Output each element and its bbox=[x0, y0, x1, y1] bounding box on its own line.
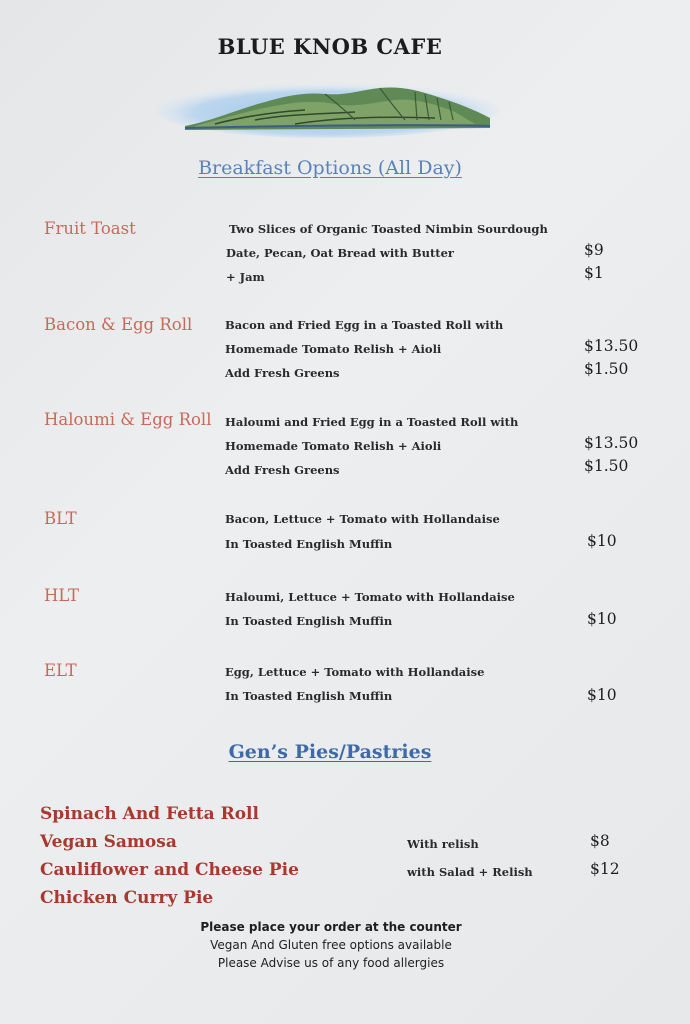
pastry-item: Spinach And Fetta Roll bbox=[40, 804, 259, 824]
item-desc-line: + Jam bbox=[226, 270, 265, 284]
item-price: $1.50 bbox=[584, 457, 629, 475]
item-name-hlt: HLT bbox=[44, 586, 80, 605]
item-desc-line: Date, Pecan, Oat Bread with Butter bbox=[226, 246, 454, 260]
pastry-option-price: $12 bbox=[590, 860, 620, 878]
pastry-item: Cauliflower and Cheese Pie bbox=[40, 860, 299, 880]
item-desc-line: Haloumi and Fried Egg in a Toasted Roll with bbox=[225, 415, 519, 429]
pastry-option-label: With relish bbox=[407, 837, 479, 851]
item-desc-line: Bacon and Fried Egg in a Toasted Roll with bbox=[225, 318, 504, 332]
item-price: $1.50 bbox=[584, 360, 629, 378]
item-desc-line: In Toasted English Muffin bbox=[225, 689, 393, 703]
item-desc-line: Homemade Tomato Relish + Aioli bbox=[225, 439, 442, 453]
item-price: $10 bbox=[587, 686, 617, 704]
item-name-blt: BLT bbox=[44, 509, 77, 528]
item-price: $10 bbox=[587, 610, 617, 628]
pastry-item: Chicken Curry Pie bbox=[40, 888, 214, 908]
item-price: $10 bbox=[587, 532, 617, 550]
item-name-fruit-toast: Fruit Toast bbox=[44, 219, 136, 238]
item-price: $13.50 bbox=[584, 337, 639, 355]
footer-order-note: Please place your order at the counter bbox=[200, 920, 462, 934]
item-price: $1 bbox=[584, 264, 604, 282]
item-desc-line: Homemade Tomato Relish + Aioli bbox=[225, 342, 442, 356]
item-desc-line: Egg, Lettuce + Tomato with Hollandaise bbox=[225, 665, 485, 679]
item-price: $9 bbox=[584, 241, 604, 259]
item-name-haloumi-egg-roll: Haloumi & Egg Roll bbox=[44, 410, 212, 429]
item-desc-line: Add Fresh Greens bbox=[225, 366, 340, 380]
pastries-heading: Gen’s Pies/Pastries bbox=[228, 741, 432, 763]
item-desc-line: In Toasted English Muffin bbox=[225, 537, 393, 551]
pastry-option-price: $8 bbox=[590, 832, 610, 850]
item-price: $13.50 bbox=[584, 434, 639, 452]
cafe-title: BLUE KNOB CAFE bbox=[217, 34, 443, 59]
item-name-elt: ELT bbox=[44, 661, 77, 680]
item-desc-line: In Toasted English Muffin bbox=[225, 614, 393, 628]
item-name-bacon-egg-roll: Bacon & Egg Roll bbox=[44, 315, 193, 334]
pastry-item: Vegan Samosa bbox=[40, 832, 177, 852]
footer-dietary-note: Vegan And Gluten free options available bbox=[210, 938, 452, 952]
pastry-option-label: with Salad + Relish bbox=[407, 865, 533, 879]
item-desc-line: Haloumi, Lettuce + Tomato with Hollandaise bbox=[225, 590, 515, 604]
item-desc-line: Bacon, Lettuce + Tomato with Hollandaise bbox=[225, 512, 500, 526]
item-desc-line: Two Slices of Organic Toasted Nimbin Sourdough bbox=[229, 222, 548, 236]
mountain-landscape-icon bbox=[155, 80, 500, 138]
breakfast-heading: Breakfast Options (All Day) bbox=[198, 157, 462, 179]
footer-allergy-note: Please Advise us of any food allergies bbox=[217, 956, 445, 970]
item-desc-line: Add Fresh Greens bbox=[225, 463, 340, 477]
